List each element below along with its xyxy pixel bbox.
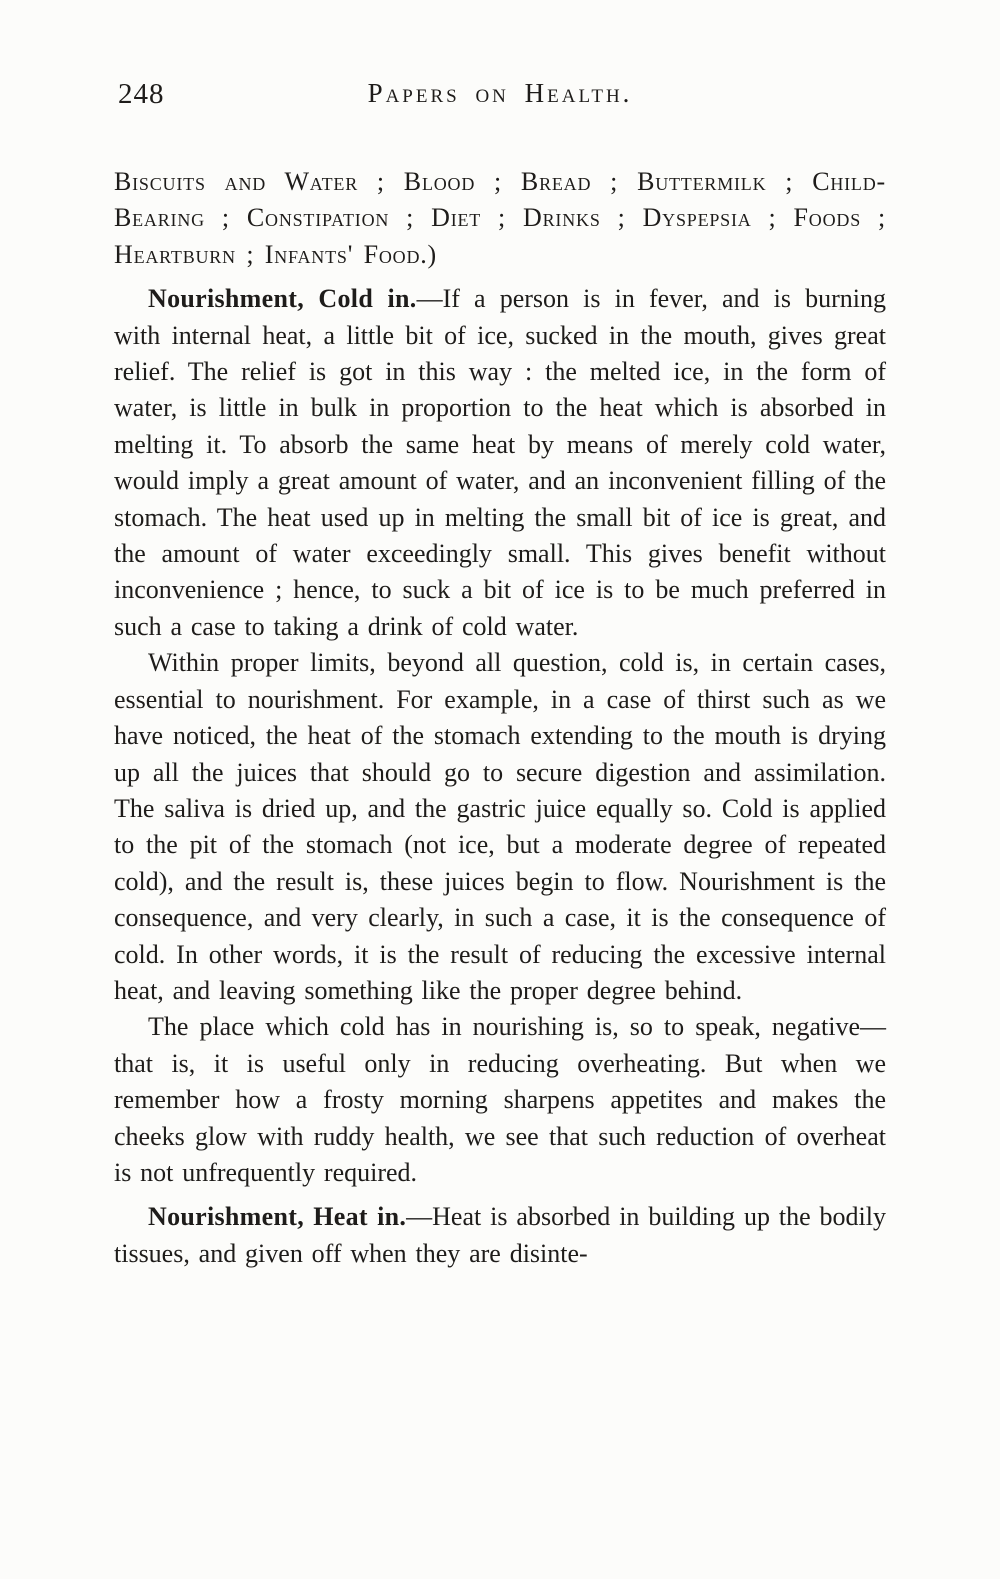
paragraph-place-of-cold: The place which cold has in nourishing is, so to speak, negative—that is, it is useful only in reducing overheating. But when we remember how a frosty morning sharpens appetites and makes the cheeks glow with ruddy health, we see that such reduction of overheat is not unfrequently required. <box>114 1012 886 1187</box>
page-header <box>114 78 886 118</box>
running-title: Papers on Health. <box>367 78 633 108</box>
paragraph-within-proper-limits: Within proper limits, beyond all question, cold is, in certain cases, essential to nourishment. For example, in a case of thirst such as we have noticed, the heat of the stomach extending to the mouth is drying up all the juices that should go to secure digestion and assimilation. The saliva is dried up, and the gastric juice equally so. Cold is applied to the pit of the stomach (not ice, but a moderate degree of repeated cold), and the result is, these juices begin to flow. Nourishment is the consequence, and very clearly, in such a case, it is the consequence of cold. In other words, it is the result of reducing the excessive internal heat, and leaving something like the proper degree behind. <box>114 648 886 1005</box>
entry-nourishment-heat-in <box>114 1199 886 1272</box>
entry-title-nourishment-cold-in: Nourishment, Cold in. <box>148 284 417 314</box>
page-number: 248 <box>118 78 165 110</box>
page-body <box>114 164 886 1272</box>
cross-reference-list: Biscuits and Water ; Blood ; Bread ; Buttermilk ; Child-Bearing ; Constipation ; Diet ; Drinks ; Dyspepsia ; Foods ; Heartburn ; Infants' Food.) <box>114 167 886 269</box>
entry-text-nourishment-cold-in: —If a person is in fever, and is burning with internal heat, a little bit of ice, sucked in the mouth, gives great relief. The relief is got in this way : the melted ice, in the form of water, is little in bulk in proportion to the heat which is absorbed in melting it. To absorb the same heat by means of merely cold water, would imply a great amount of water, and an inconvenient filling of the stomach. The heat used up in melting the small bit of ice is great, and the amount of water exceedingly small. This gives benefit without inconvenience ; hence, to suck a bit of ice is to be much preferred in such a case to taking a drink of cold water. <box>114 284 886 641</box>
entry-title-nourishment-heat-in: Nourishment, Heat in. <box>148 1202 407 1232</box>
entry-nourishment-cold-in <box>114 281 886 645</box>
entry-text-nourishment-heat-in: —Heat is absorbed in building up the bodily tissues, and given off when they are disinte- <box>114 1202 887 1268</box>
